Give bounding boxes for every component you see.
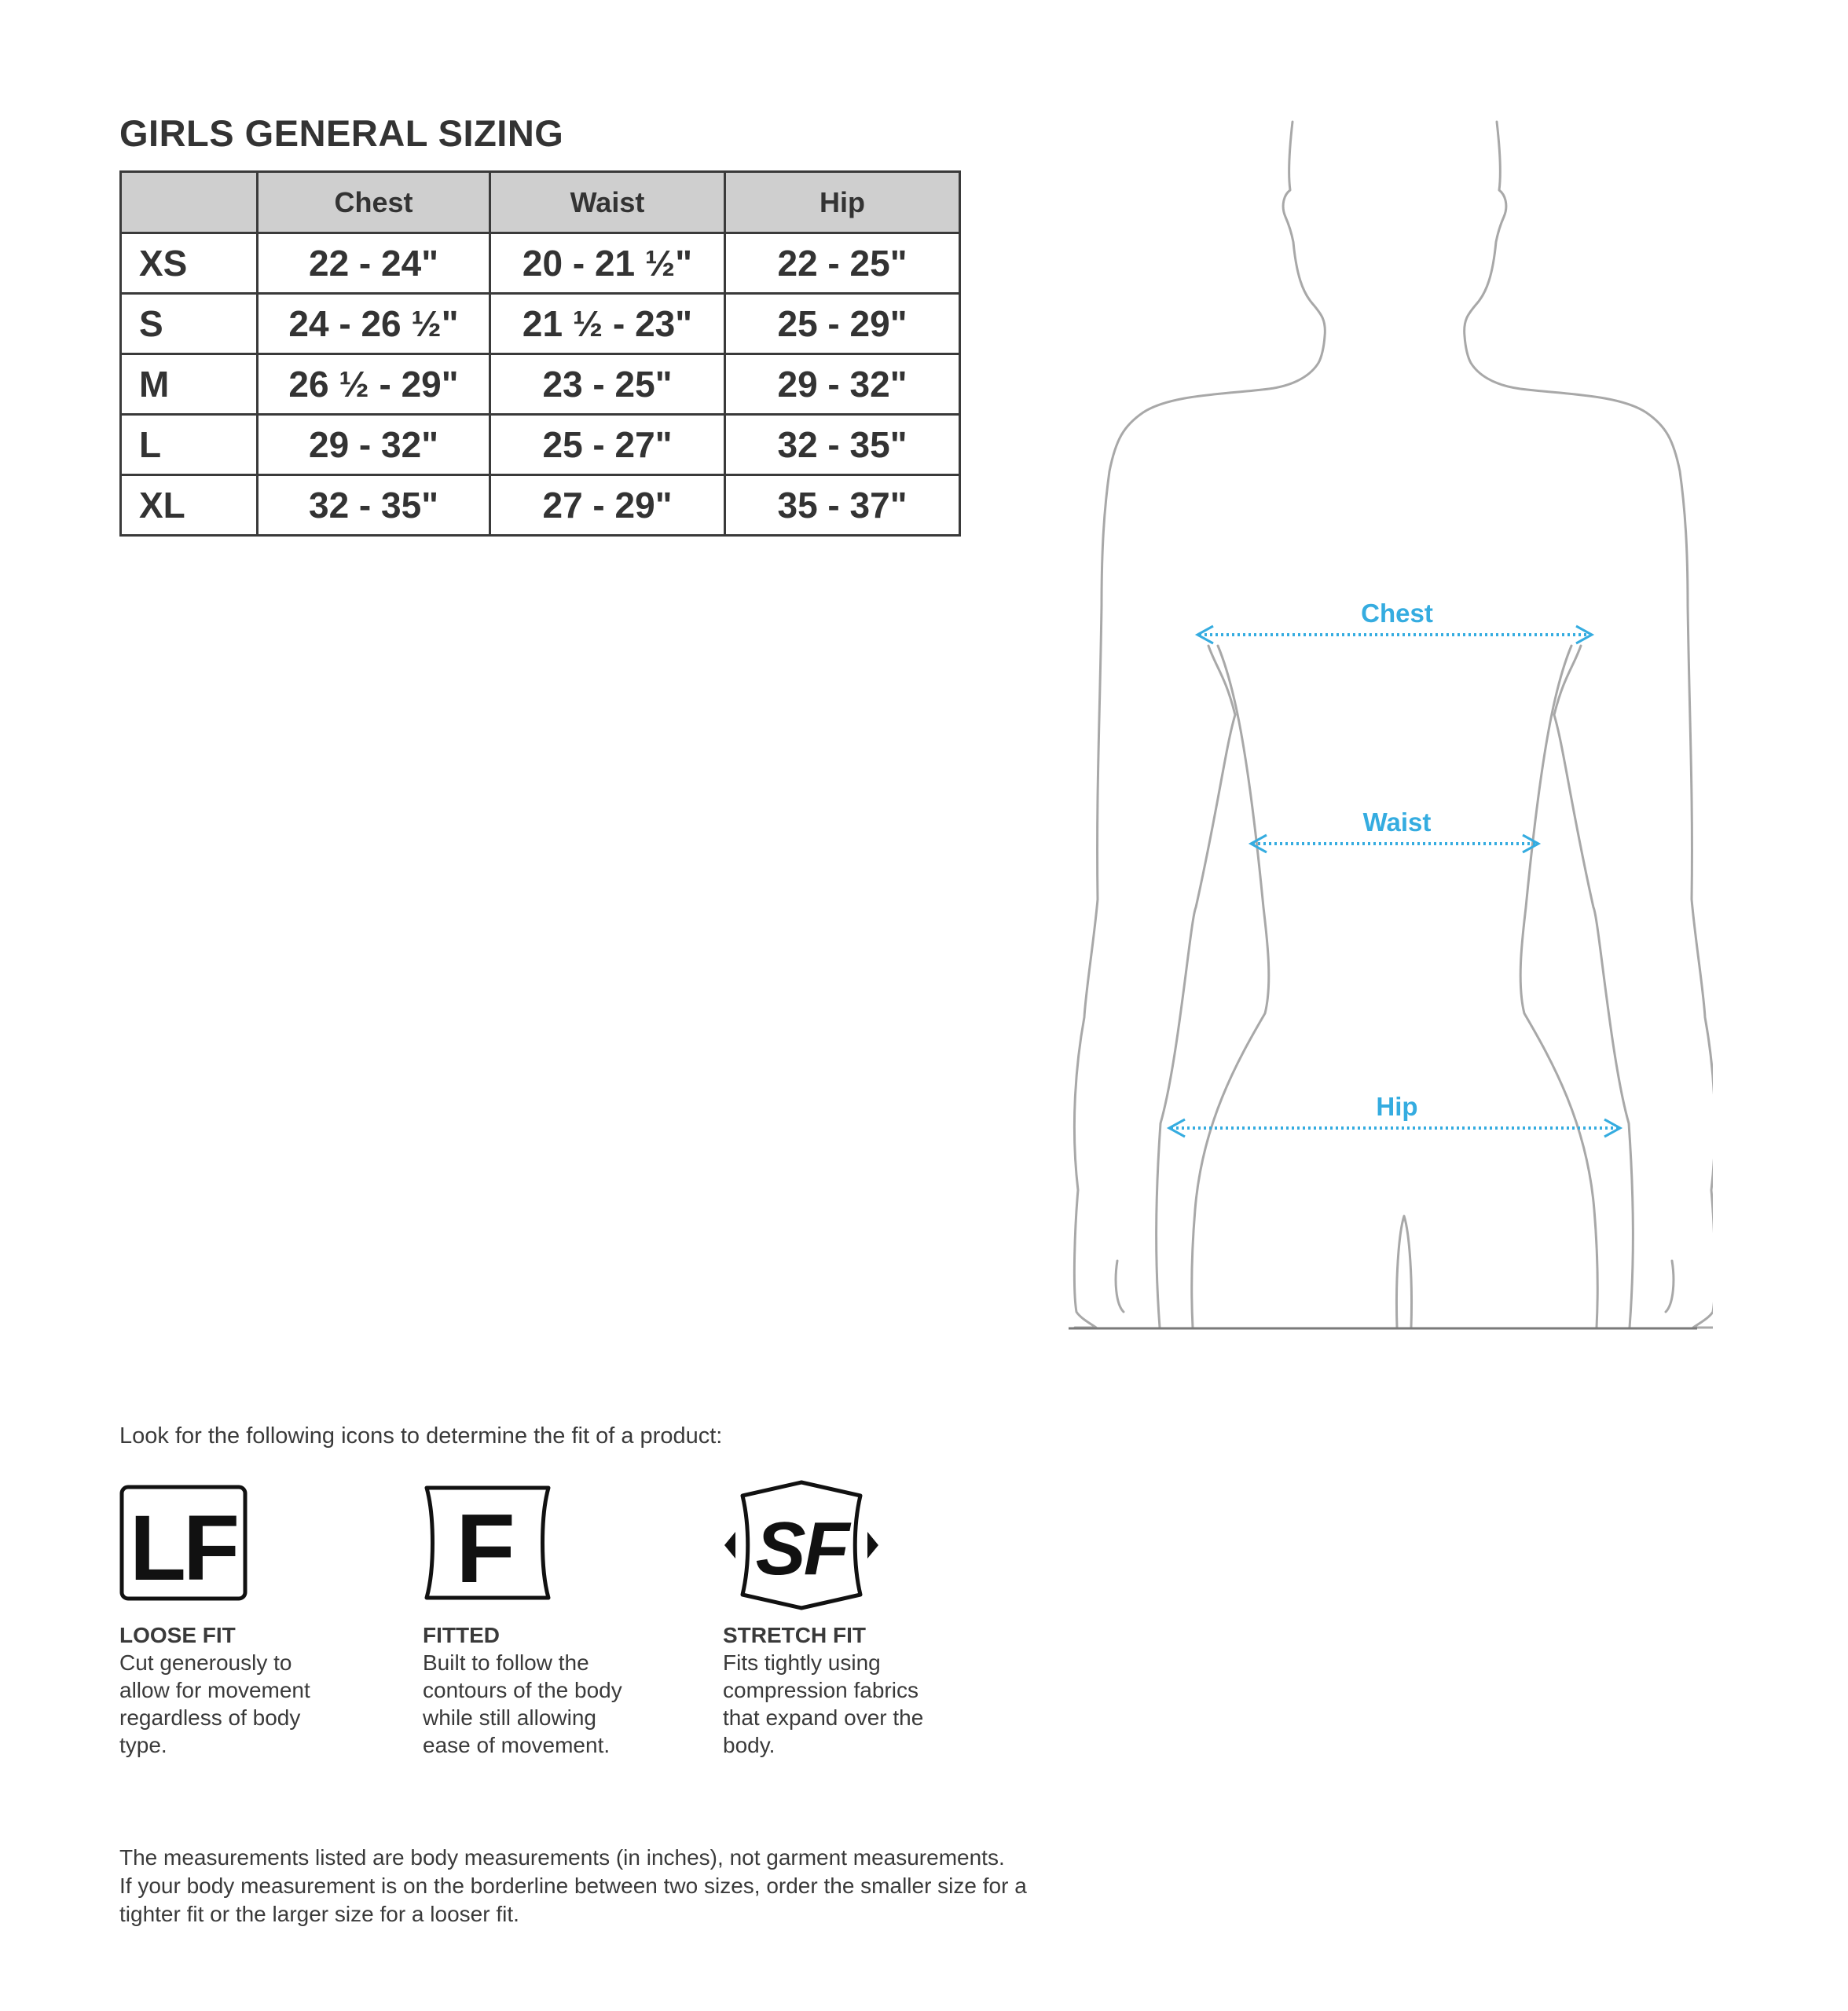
fit-desc-line: ease of movement. bbox=[423, 1733, 610, 1757]
table-row bbox=[121, 294, 960, 354]
arm-inner-right bbox=[1554, 646, 1633, 1328]
chest-measure-label: Chest bbox=[1361, 599, 1433, 628]
fit-desc-line: while still allowing bbox=[423, 1705, 596, 1730]
stretch-fit-icon bbox=[723, 1478, 888, 1612]
waist-cell: 20 - 21 ½" bbox=[490, 233, 725, 294]
size-chart-table bbox=[119, 170, 961, 537]
fit-desc-line: body. bbox=[723, 1733, 776, 1757]
footnote-line: The measurements listed are body measurements (in inches), not garment measurements. bbox=[119, 1845, 1005, 1870]
hand-left bbox=[1116, 1261, 1124, 1312]
waist-cell: 23 - 25" bbox=[490, 354, 725, 415]
header-hip: Hip bbox=[725, 172, 960, 233]
hip-cell: 25 - 29" bbox=[725, 294, 960, 354]
expand-left-arrow-icon bbox=[724, 1532, 735, 1559]
table-row bbox=[121, 475, 960, 536]
footnote-line: tighter fit or the larger size for a looser fit. bbox=[119, 1902, 519, 1926]
fit-desc-line: Cut generously to bbox=[119, 1650, 292, 1675]
header-waist: Waist bbox=[490, 172, 725, 233]
arrow-right-icon bbox=[1523, 835, 1538, 852]
fit-desc-line: Fits tightly using bbox=[723, 1650, 881, 1675]
body-measurement-figure bbox=[1069, 118, 1713, 1332]
fit-title: LOOSE FIT bbox=[119, 1623, 236, 1647]
fit-desc-line: allow for movement bbox=[119, 1678, 310, 1702]
size-cell: L bbox=[121, 415, 258, 475]
loose-fit-icon-text: LF bbox=[129, 1496, 237, 1600]
table-row bbox=[121, 415, 960, 475]
fit-description bbox=[723, 1649, 974, 1759]
waist-cell: 27 - 29" bbox=[490, 475, 725, 536]
body-outline-right bbox=[1465, 122, 1713, 1328]
footnote-line: If your body measurement is on the borderline between two sizes, order the smaller size for a bbox=[119, 1874, 1027, 1898]
fitted-icon-text: F bbox=[456, 1495, 515, 1603]
size-cell: S bbox=[121, 294, 258, 354]
fit-desc-line: compression fabrics bbox=[723, 1678, 918, 1702]
fit-description bbox=[119, 1649, 371, 1759]
fit-desc-line: type. bbox=[119, 1733, 167, 1757]
fit-desc-line: regardless of body bbox=[119, 1705, 301, 1730]
hip-cell: 29 - 32" bbox=[725, 354, 960, 415]
fit-title: STRETCH FIT bbox=[723, 1623, 866, 1647]
chest-cell: 24 - 26 ½" bbox=[258, 294, 490, 354]
hip-measure bbox=[1169, 1092, 1620, 1137]
hip-measure-label: Hip bbox=[1376, 1092, 1418, 1121]
table-header-row bbox=[121, 172, 960, 233]
arm-inner-left bbox=[1157, 646, 1235, 1328]
header-size bbox=[121, 172, 258, 233]
waist-measure bbox=[1251, 808, 1538, 852]
waist-measure-label: Waist bbox=[1362, 808, 1432, 837]
header-chest: Chest bbox=[258, 172, 490, 233]
loose-fit-icon bbox=[119, 1485, 253, 1607]
size-cell: XL bbox=[121, 475, 258, 536]
chest-measure bbox=[1197, 599, 1592, 643]
chest-cell: 32 - 35" bbox=[258, 475, 490, 536]
fit-desc-line: Built to follow the bbox=[423, 1650, 589, 1675]
hand-right bbox=[1666, 1261, 1674, 1312]
leg-gap bbox=[1396, 1216, 1411, 1328]
fit-intro-text: Look for the following icons to determine the fit of a product: bbox=[119, 1423, 723, 1449]
waist-cell: 25 - 27" bbox=[490, 415, 725, 475]
fitted-icon bbox=[423, 1485, 556, 1607]
chest-cell: 29 - 32" bbox=[258, 415, 490, 475]
fit-text-loose bbox=[119, 1621, 371, 1759]
fit-description bbox=[423, 1649, 674, 1759]
table-row bbox=[121, 354, 960, 415]
chest-cell: 26 ½ - 29" bbox=[258, 354, 490, 415]
fit-desc-line: contours of the body bbox=[423, 1678, 622, 1702]
measurement-footnote bbox=[119, 1844, 1141, 1929]
body-outline-left bbox=[1074, 122, 1325, 1328]
stretch-fit-icon-text: SF bbox=[755, 1507, 848, 1591]
body-outline bbox=[1074, 122, 1713, 1328]
size-cell: M bbox=[121, 354, 258, 415]
fit-desc-line: that expand over the bbox=[723, 1705, 924, 1730]
hip-cell: 22 - 25" bbox=[725, 233, 960, 294]
fit-title: FITTED bbox=[423, 1623, 500, 1647]
table-row bbox=[121, 233, 960, 294]
fit-text-stretch bbox=[723, 1621, 974, 1759]
expand-right-arrow-icon bbox=[867, 1532, 878, 1559]
waist-cell: 21 ½ - 23" bbox=[490, 294, 725, 354]
torso-left bbox=[1192, 646, 1269, 1328]
fit-text-fitted bbox=[423, 1621, 674, 1759]
hip-cell: 35 - 37" bbox=[725, 475, 960, 536]
size-cell: XS bbox=[121, 233, 258, 294]
torso-right bbox=[1520, 646, 1597, 1328]
hip-cell: 32 - 35" bbox=[725, 415, 960, 475]
page-title: GIRLS GENERAL SIZING bbox=[119, 112, 564, 154]
chest-cell: 22 - 24" bbox=[258, 233, 490, 294]
